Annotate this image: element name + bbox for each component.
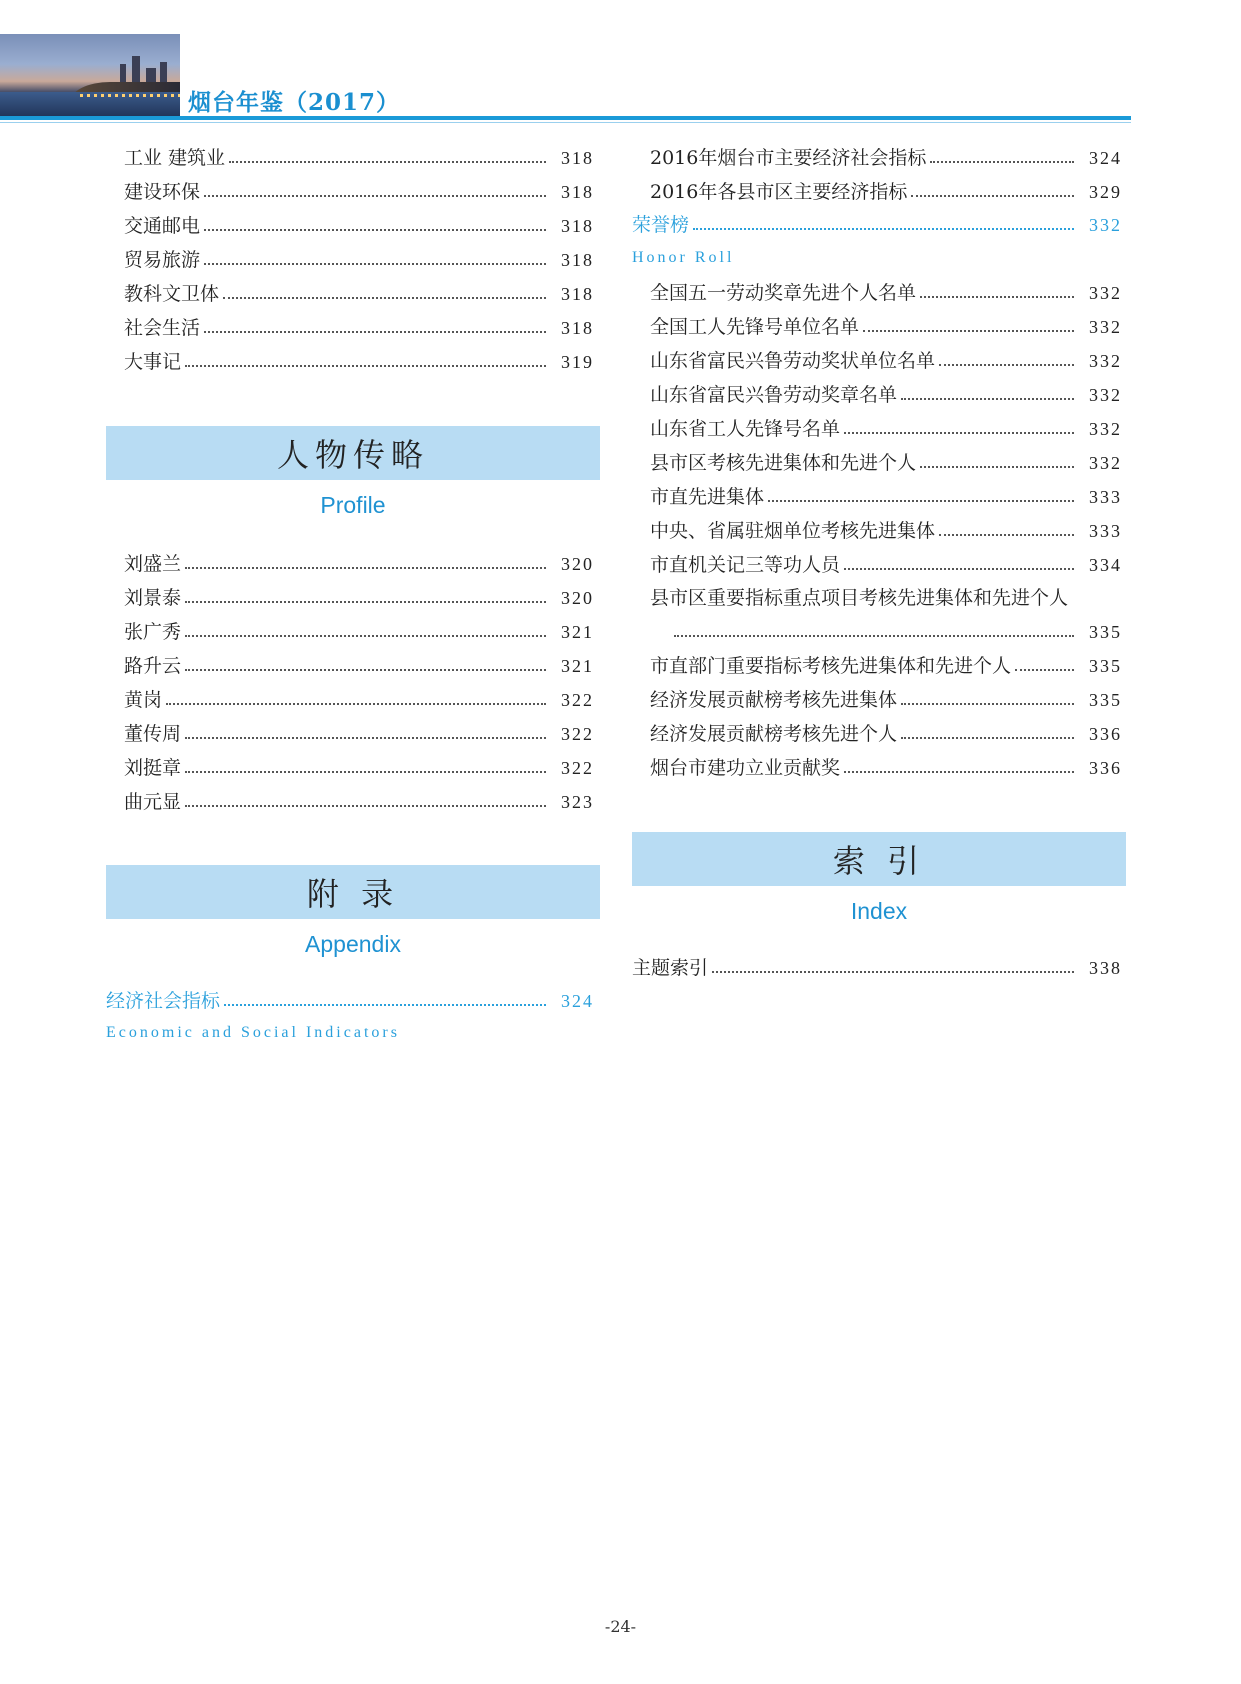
toc-entry[interactable] [650,415,1122,441]
toc-entry[interactable] [124,212,594,238]
toc-entry[interactable] [124,618,594,644]
toc-leader-dots [223,296,546,299]
toc-entry-page: 335 [1089,690,1122,710]
toc-leader-dots [901,397,1074,400]
econ-en-subtitle: Economic and Social Indicators [106,1024,400,1041]
appendix-section-band [106,865,600,919]
toc-entry-page: 318 [561,318,594,338]
toc-entry-page: 318 [561,284,594,304]
toc-entry[interactable] [650,652,1122,678]
toc-entry-page: 319 [561,352,594,372]
toc-entry[interactable] [124,314,594,340]
toc-entry-index[interactable] [632,954,1122,980]
toc-leader-dots [185,736,546,739]
toc-leader-dots [185,566,546,569]
toc-entry-page: 318 [561,216,594,236]
toc-leader-dots [185,804,546,807]
toc-leader-dots [674,634,1074,637]
profile-section-en: Profile [320,492,386,518]
toc-entry-page: 322 [561,690,594,710]
toc-entry[interactable] [650,720,1122,746]
toc-entry-label: 路升云 [124,655,182,677]
appendix-section-title: 附 录 [306,875,400,913]
toc-entry-label: 2016年烟台市主要经济社会指标 [650,147,927,169]
toc-entry-page: 318 [561,182,594,202]
toc-entry-label: 烟台市建功立业贡献奖 [650,757,841,779]
toc-leader-dots [185,634,546,637]
toc-entry-label: 社会生活 [124,317,201,339]
toc-entry-page: 334 [1089,555,1122,575]
toc-entry[interactable] [124,584,594,610]
toc-entry-label: 经济社会指标 [106,990,221,1012]
toc-entry[interactable] [124,144,594,170]
toc-entry-page: 329 [1089,182,1122,202]
toc-leader-dots [844,431,1074,434]
toc-entry-label: 大事记 [124,351,182,373]
toc-entry[interactable] [650,347,1122,373]
toc-entry-label: 刘挺章 [124,757,182,779]
toc-leader-dots [911,194,1074,197]
header-rule [0,116,1131,120]
toc-entry-page: 336 [1089,724,1122,744]
toc-entry-label: 交通邮电 [124,215,201,237]
toc-entry-label: 贸易旅游 [124,249,201,271]
toc-entry-page: 333 [1089,487,1122,507]
toc-leader-dots [185,600,546,603]
toc-entry-page: 322 [561,758,594,778]
toc-entry[interactable] [650,144,1122,170]
toc-entry-label: 中央、省属驻烟单位考核先进集体 [650,520,936,542]
toc-leader-dots [185,364,546,367]
toc-entry-page: 321 [561,656,594,676]
toc-entry-page: 332 [1089,419,1122,439]
toc-entry-page: 323 [561,792,594,812]
toc-entry-label: 市直部门重要指标考核先进集体和先进个人 [650,655,1012,677]
toc-entry-page: 332 [1089,453,1122,473]
toc-leader-dots [844,567,1074,570]
honor-en-subtitle: Honor Roll [632,249,735,266]
toc-entry-label: 黄岗 [124,689,163,711]
toc-entry-label: 市直先进集体 [650,486,765,508]
toc-leader-dots [939,363,1074,366]
toc-entry-label: 经济发展贡献榜考核先进集体 [650,689,898,711]
toc-leader-dots [204,262,546,265]
toc-leader-dots [939,533,1074,536]
toc-leader-dots [693,227,1074,230]
toc-entry-page: 321 [561,622,594,642]
toc-entry-label: 经济发展贡献榜考核先进个人 [650,723,898,745]
toc-leader-dots [930,160,1074,163]
toc-entry-page: 320 [561,554,594,574]
toc-entry[interactable] [650,313,1122,339]
toc-entry[interactable] [650,551,1122,577]
toc-entry[interactable] [124,652,594,678]
toc-leader-dots [920,295,1074,298]
toc-entry-page: 318 [561,250,594,270]
toc-entry[interactable] [650,449,1122,475]
toc-entry-page: 336 [1089,758,1122,778]
toc-entry-page: 335 [1089,622,1122,642]
toc-entry-label: 山东省富民兴鲁劳动奖状单位名单 [650,350,936,372]
toc-entry-page: 332 [1089,215,1122,235]
toc-entry-label: 建设环保 [124,181,201,203]
toc-leader-dots [204,194,546,197]
toc-entry[interactable] [124,754,594,780]
toc-leader-dots [229,160,546,163]
toc-leader-dots [920,465,1074,468]
toc-entry[interactable] [124,178,594,204]
toc-entry-page: 335 [1089,656,1122,676]
toc-entry-page: 324 [1089,148,1122,168]
toc-leader-dots [185,668,546,671]
toc-entry-label: 曲元显 [124,791,182,813]
toc-entry[interactable] [650,686,1122,712]
toc-entry-honor[interactable] [632,211,1122,237]
profile-section-title: 人物传略 [276,436,429,474]
toc-leader-dots [863,329,1074,332]
toc-entry-label: 刘景泰 [124,587,182,609]
toc-entry-label: 董传周 [124,723,182,745]
header-city-photo [0,34,180,120]
toc-entry-label: 全国工人先锋号单位名单 [650,316,860,338]
toc-entry-label: 教科文卫体 [124,283,220,305]
header-rule-thin [0,122,1131,123]
index-section-band [632,832,1126,886]
toc-leader-dots [204,228,546,231]
toc-entry-label: 2016年各县市区主要经济指标 [650,181,908,203]
toc-entry[interactable] [124,788,594,814]
toc-entry[interactable] [124,348,594,374]
page-number: -24- [604,1617,637,1636]
toc-leader-dots [224,1003,546,1006]
toc-leader-dots [1015,668,1074,671]
index-section-en: Index [850,898,908,924]
toc-entry-page: 332 [1089,385,1122,405]
toc-entry[interactable] [124,280,594,306]
toc-leader-dots [901,736,1074,739]
toc-entry[interactable] [650,381,1122,407]
toc-entry-label: 工业 建筑业 [124,147,226,169]
toc-entry-page: 320 [561,588,594,608]
toc-entry[interactable] [650,279,1122,305]
toc-entry-label: 刘盛兰 [124,553,182,575]
toc-entry-label: 张广秀 [124,621,182,643]
toc-entry[interactable] [650,483,1122,509]
toc-entry-long-page[interactable] [650,618,1122,644]
profile-section-band [106,426,600,480]
toc-entry-page: 318 [561,148,594,168]
toc-entry[interactable] [124,550,594,576]
toc-entry[interactable] [124,246,594,272]
toc-leader-dots [844,770,1074,773]
appendix-section-en: Appendix [305,931,401,957]
toc-entry-page: 322 [561,724,594,744]
toc-entry-econ[interactable] [106,987,594,1013]
toc-entry-page: 333 [1089,521,1122,541]
toc-entry-label: 县市区重要指标重点项目考核先进集体和先进个人 [650,587,1069,609]
toc-entry-page: 338 [1089,958,1122,978]
toc-leader-dots [768,499,1074,502]
toc-entry-page: 332 [1089,317,1122,337]
yearbook-title: 烟台年鉴（2017） [188,89,401,116]
toc-entry[interactable] [650,517,1122,543]
toc-entry-label: 山东省工人先锋号名单 [650,418,841,440]
toc-entry-label: 县市区考核先进集体和先进个人 [650,452,917,474]
toc-entry[interactable] [124,686,594,712]
toc-entry-page: 332 [1089,283,1122,303]
toc-entry[interactable] [124,720,594,746]
index-section-title: 索 引 [832,842,926,880]
toc-entry[interactable] [650,754,1122,780]
toc-leader-dots [204,330,546,333]
toc-entry-label: 市直机关记三等功人员 [650,554,841,576]
toc-entry-label: 山东省富民兴鲁劳动奖章名单 [650,384,898,406]
toc-entry-label: 全国五一劳动奖章先进个人名单 [650,282,917,304]
toc-leader-dots [712,970,1074,973]
toc-leader-dots [166,702,546,705]
toc-entry-page: 332 [1089,351,1122,371]
toc-entry-label: 荣誉榜 [632,214,690,236]
page-header [0,0,1241,125]
toc-leader-dots [901,702,1074,705]
toc-entry-long-title[interactable] [650,584,1122,610]
toc-entry-label: 主题索引 [632,957,709,979]
toc-entry[interactable] [650,178,1122,204]
toc-entry-page: 324 [561,991,594,1011]
toc-leader-dots [185,770,546,773]
